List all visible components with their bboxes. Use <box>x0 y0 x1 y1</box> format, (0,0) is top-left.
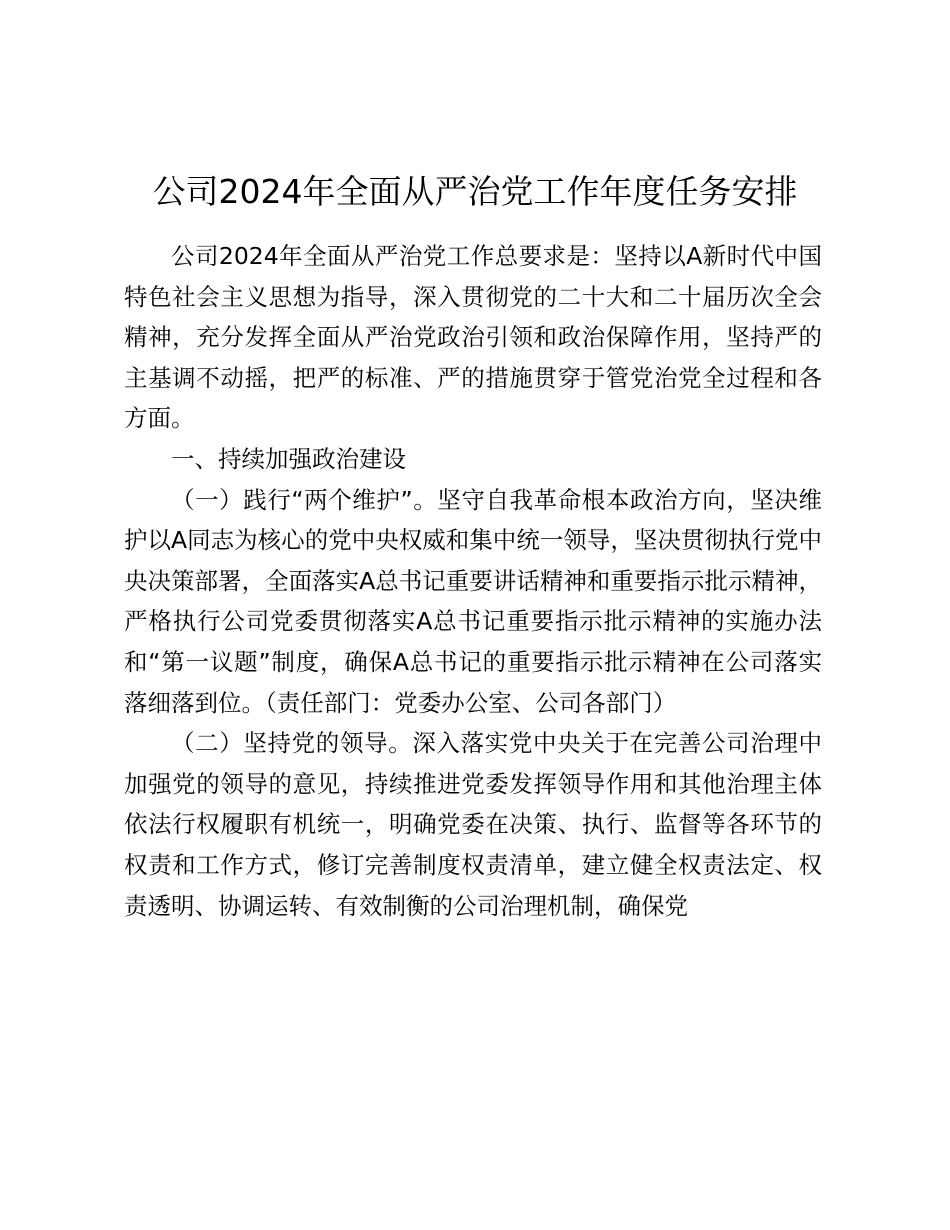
document-body <box>124 236 822 926</box>
paragraph-party-leadership: （二）坚持党的领导。深入落实党中央关于在完善公司治理中加强党的领导的意见，持续推进党委发挥领导作用和其他治理主体依法行权履职有机统一，明确党委在决策、执行、监督等各环节的权责和工作方式，修订完善制度权责清单，建立健全权责法定、权责透明、协调运转、有效制衡的公司治理机制，确保党 <box>124 729 822 920</box>
section-heading-political-building: 一、持续加强政治建设 <box>171 444 406 473</box>
intro-paragraph: 公司2024年全面从严治党工作总要求是：坚持以A新时代中国特色社会主义思想为指导，深入贯彻党的二十大和二十届历次全会精神，充分发挥全面从严治党政治引领和政治保障作用，坚持严的主基调不动摇，把严的标准、严的措施贯穿于管党治党全过程和各方面。 <box>124 242 822 433</box>
document-title: 公司2024年全面从严治党工作年度任务安排 <box>152 172 798 211</box>
paragraph-two-safeguards: （一）践行“两个维护”。坚守自我革命根本政治方向，坚决维护以A同志为核心的党中央权威和集中统一领导，坚决贯彻执行党中央决策部署，全面落实A总书记重要讲话精神和重要指示批示精神，严格执行公司党委贯彻落实A总书记重要指示批示精神的实施办法和“第一议题”制度，确保A总书记的重要指示批示精神在公司落实落细落到位。（责任部门：党委办公室、公司各部门） <box>124 485 822 717</box>
